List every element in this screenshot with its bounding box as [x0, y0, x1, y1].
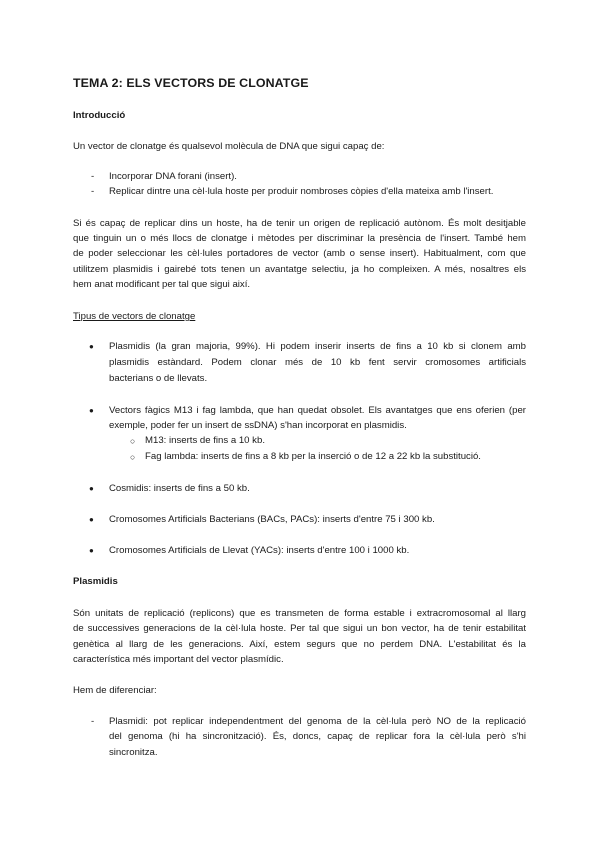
paragraph-line: genètica al llarg de les generacions. Així, estem segurs que no perdem DNA. L'estabilitat és la	[73, 639, 526, 650]
diff-line: del genoma (hi ha sincronització). És, doncs, capaç de replicar fora la cèl·lula però s'hi	[109, 731, 526, 742]
diff-line: Plasmidi: pot replicar independentment del genoma de la cèl·lula però NO de la replicació	[109, 716, 526, 727]
bullet-icon: ●	[89, 484, 94, 493]
section-heading-plasmidis: Plasmidis	[73, 576, 118, 587]
bullet-line: Cosmidis: inserts de fins a 50 kb.	[109, 483, 250, 494]
list-dash: -	[91, 186, 95, 197]
paragraph-line: de poder seleccionar les cèl·lules portadores de vector (amb o sense insert). Habitualment, com que	[73, 248, 526, 259]
bullet-line: Cromosomes Artificials de Llevat (YACs): inserts d'entre 100 i 1000 kb.	[109, 545, 410, 556]
intro-lead: Un vector de clonatge és qualsevol molècula de DNA que sigui capaç de:	[73, 141, 385, 152]
diff-line: sincronitza.	[109, 747, 158, 758]
intro-list-item: Replicar dintre una cèl·lula hoste per produir nombroses còpies d'ella mateixa amb l'insert.	[109, 186, 494, 197]
intro-list-item: Incorporar DNA forani (insert).	[109, 171, 237, 182]
bullet-icon: ●	[89, 342, 94, 351]
bullet-line: Vectors fàgics M13 i fag lambda, que han quedat obsolet. Els avantatges que ens oferien (per	[109, 405, 526, 416]
bullet-icon: ●	[89, 546, 94, 555]
list-dash: -	[91, 171, 95, 182]
paragraph-line: hem anat modificant per tal que sigui així.	[73, 279, 251, 290]
sub-bullet-icon: ○	[130, 436, 136, 446]
paragraph-line: de successives generacions de la cèl·lula hoste. Per tal que sigui un bon vector, ha de tenir estabilitat	[73, 623, 526, 634]
diff-lead: Hem de diferenciar:	[73, 685, 157, 696]
section-heading-introduccio: Introducció	[73, 110, 126, 121]
section-heading-tipus: Tipus de vectors de clonatge	[73, 311, 196, 322]
bullet-icon: ●	[89, 515, 94, 524]
paragraph-line: característica més important del vector plasmídic.	[73, 654, 284, 665]
sub-bullet-line: Fag lambda: inserts de fins a 8 kb per la inserció o de 12 a 22 kb la substitució.	[145, 451, 481, 462]
sub-bullet-icon: ○	[130, 452, 136, 462]
bullet-icon: ●	[89, 406, 94, 415]
paragraph-line: Són unitats de replicació (replicons) que es transmeten de forma estable i extracromosomal al llarg	[73, 608, 526, 619]
paragraph-line: que tinguin un o més llocs de clonatge i mètodes per discriminar la presència de l'insert. També hem	[73, 233, 526, 244]
bullet-line: Cromosomes Artificials Bacterians (BACs, PACs): inserts d'entre 75 i 300 kb.	[109, 514, 435, 525]
bullet-line: plasmidis estàndard. Podem clonar més de 10 kb fent servir cromosomes artificials	[109, 357, 526, 368]
bullet-line: Plasmidis (la gran majoria, 99%). Hi podem inserir inserts de fins a 10 kb si clonem amb	[109, 341, 526, 352]
bullet-line: exemple, poder fer un insert de ssDNA) s'han incorporat en plasmidis.	[109, 420, 407, 431]
sub-bullet-line: M13: inserts de fins a 10 kb.	[145, 435, 265, 446]
list-dash: -	[91, 716, 95, 727]
bullet-line: bacterians o de llevats.	[109, 373, 208, 384]
page-title: TEMA 2: ELS VECTORS DE CLONATGE	[73, 76, 309, 90]
paragraph-line: utilitzem plasmidis i gairebé tots tenen un avantatge selectiu, ja ho compleixen. A més, nosaltres els	[73, 264, 526, 275]
paragraph-line: Si és capaç de replicar dins un hoste, ha de tenir un origen de replicació autònom. És molt desitjable	[73, 218, 526, 229]
